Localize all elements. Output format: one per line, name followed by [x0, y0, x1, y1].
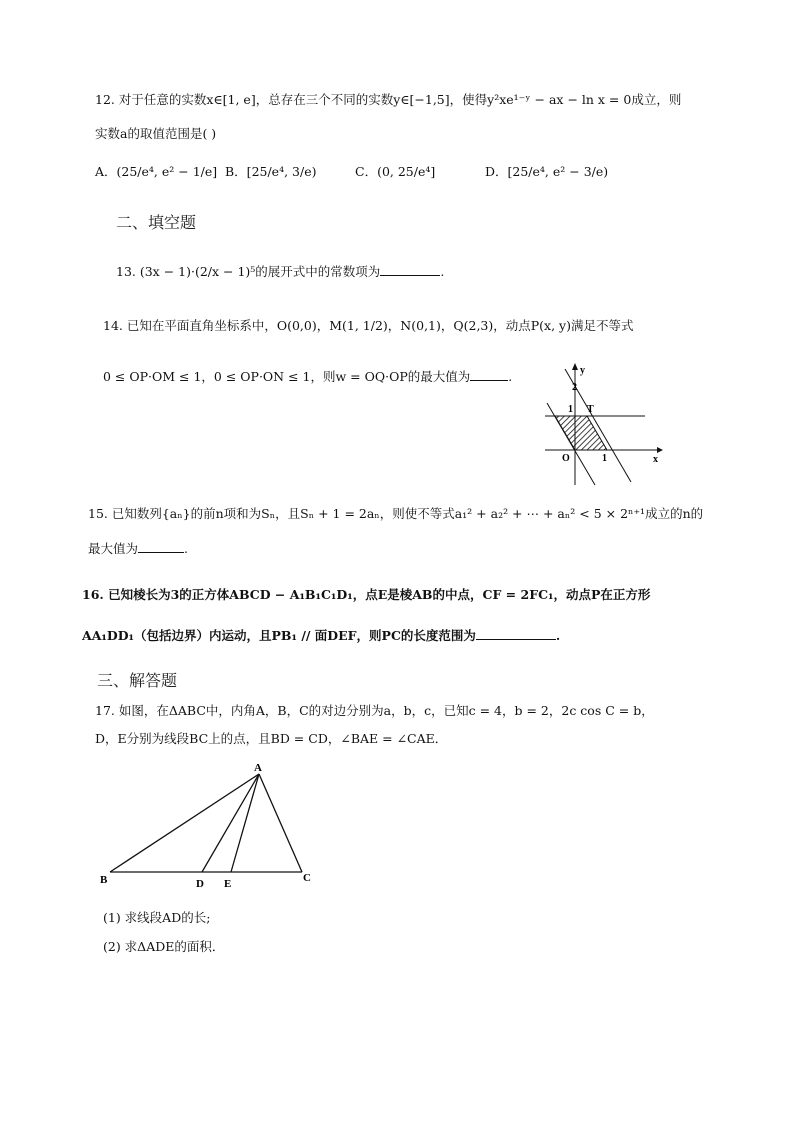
q14-label-point-t: T [587, 404, 594, 415]
q17-side-ac [259, 774, 302, 872]
q14-label-y: y [580, 365, 585, 376]
q13-end: . [440, 264, 445, 279]
q16-end: . [555, 628, 561, 643]
q16-prompt: AA₁DD₁（包括边界）内运动，且PB₁ // 面DEF，则PC的长度范围为 [82, 628, 476, 643]
q14-x-axis-arrow [657, 447, 663, 453]
q17-label-c: C [303, 872, 311, 884]
q14-y-axis-arrow [572, 363, 578, 370]
q17-triangle-figure [98, 760, 328, 890]
q14-feasible-region-figure [535, 360, 665, 490]
q17-sub2: (2) 求ΔADE的面积． [103, 939, 225, 954]
q15-answer-blank [138, 542, 184, 553]
q17-label-e: E [224, 878, 232, 890]
q17-side-ab [110, 774, 259, 872]
q13-answer-blank [380, 265, 440, 276]
q15-end: . [184, 541, 188, 556]
q12-option-d: D．[25/e⁴, e² − 3/e) [485, 164, 609, 179]
q17-label-b: B [100, 874, 108, 886]
q14-label-tick-1x: 1 [602, 453, 607, 464]
q17-segment-ad [202, 774, 259, 872]
q12-line1: 12. 对于任意的实数x∈[1, e]，总存在三个不同的实数y∈[−1,5]，使得y²xe¹⁻ʸ − ax − ln x = 0成立，则 [95, 92, 682, 107]
q14-line2 [103, 370, 512, 384]
q12-line2: 实数a的取值范围是( ) [95, 126, 217, 141]
q17-label-a: A [254, 762, 262, 774]
section-solutions-heading: 三、解答题 [97, 671, 178, 690]
q17-line2: D，E分别为线段BC上的点，且BD = CD，∠BAE = ∠CAE． [95, 731, 448, 746]
q14-condition: 0 ≤ OP·OM ≤ 1，0 ≤ OP·ON ≤ 1，则w = OQ·OP的最大值为 [103, 369, 471, 384]
q14-answer-blank [470, 370, 508, 381]
q14-label-tick-1y: 1 [568, 404, 573, 415]
q13-text [116, 265, 444, 279]
q16-answer-blank [476, 629, 556, 640]
q15-line2 [88, 542, 188, 556]
q14-label-origin: O [562, 453, 570, 464]
q14-label-tick-2: 2 [572, 382, 577, 393]
q12-option-a: A．(25/e⁴, e² − 1/e] [95, 164, 218, 179]
q12-option-b: B．[25/e⁴, 3/e) [225, 164, 317, 179]
q17-sub1: (1) 求线段AD的长; [103, 910, 211, 925]
q13-prompt: 13. (3x − 1)·(2/x − 1)⁵的展开式中的常数项为 [116, 264, 381, 279]
q14-line1: 14. 已知在平面直角坐标系中，O(0,0)，M(1, 1/2)，N(0,1)，Q(2,3)，动点P(x, y)满足不等式 [103, 318, 634, 333]
q16-line1: 16. 已知棱长为3的正方体ABCD − A₁B₁C₁D₁，点E是棱AB的中点，CF = 2FC₁，动点P在正方形 [82, 587, 651, 602]
q17-segment-ae [231, 774, 259, 872]
q16-line2 [82, 629, 560, 643]
section-fill-in-heading: 二、填空题 [116, 213, 197, 232]
q17-label-d: D [196, 878, 204, 890]
q14-label-x: x [653, 454, 658, 465]
q14-shaded-region [555, 416, 607, 450]
q14-end: . [508, 369, 513, 384]
q17-line1: 17. 如图，在ΔABC中，内角A，B，C的对边分别为a，b，c，已知c = 4，b = 2，2c cos C = b， [95, 703, 654, 718]
q15-line1: 15. 已知数列{aₙ}的前n项和为Sₙ，且Sₙ + 1 = 2aₙ，则使不等式a₁² + a₂² + ⋯ + aₙ² < 5 × 2ⁿ⁺¹成立的n的 [88, 506, 704, 521]
q15-prompt: 最大值为 [88, 541, 139, 556]
q12-option-c: C．(0, 25/e⁴] [355, 164, 436, 179]
